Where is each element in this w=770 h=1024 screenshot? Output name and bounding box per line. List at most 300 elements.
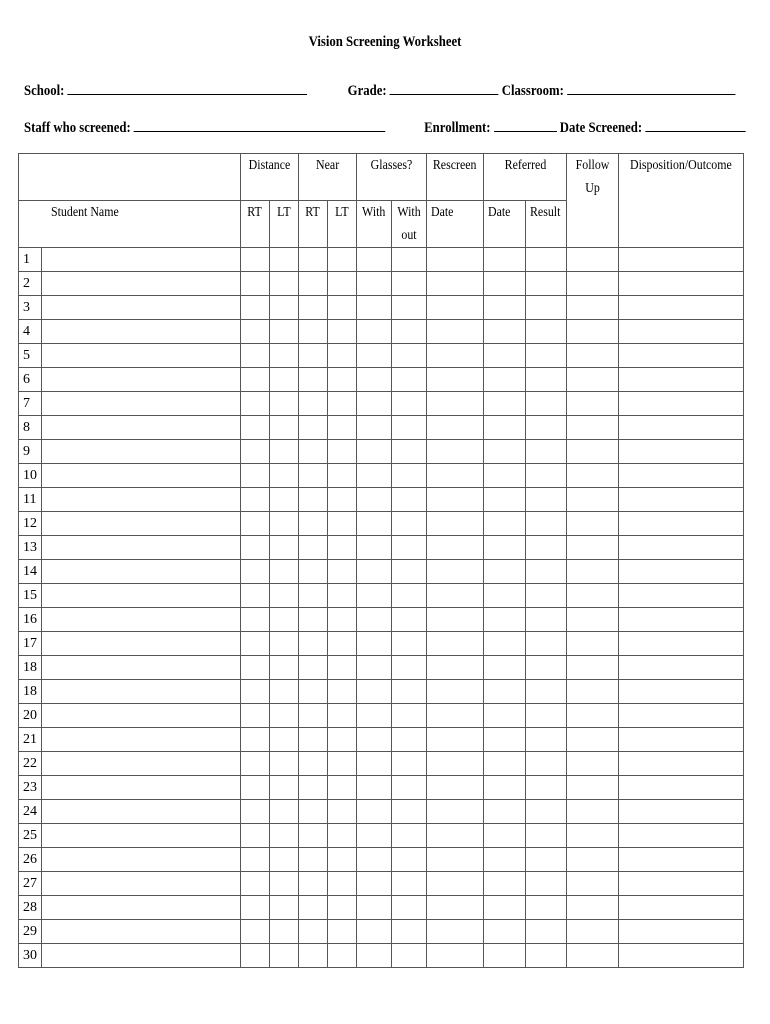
referred-result-cell[interactable]	[526, 872, 567, 896]
follow-up-cell[interactable]	[567, 416, 619, 440]
rescreen-date-cell[interactable]	[427, 440, 484, 464]
rescreen-date-cell[interactable]	[427, 392, 484, 416]
with-cell[interactable]	[357, 752, 392, 776]
referred-result-cell[interactable]	[526, 656, 567, 680]
near-rt-cell[interactable]	[299, 656, 328, 680]
follow-up-cell[interactable]	[567, 344, 619, 368]
distance-rt-cell[interactable]	[241, 464, 270, 488]
near-rt-cell[interactable]	[299, 368, 328, 392]
distance-rt-cell[interactable]	[241, 920, 270, 944]
disposition-cell[interactable]	[619, 848, 744, 872]
with-cell[interactable]	[357, 728, 392, 752]
student-name-cell[interactable]	[42, 824, 241, 848]
distance-lt-cell[interactable]	[270, 536, 299, 560]
near-rt-cell[interactable]	[299, 848, 328, 872]
referred-result-cell[interactable]	[526, 560, 567, 584]
rescreen-date-cell[interactable]	[427, 848, 484, 872]
student-name-cell[interactable]	[42, 464, 241, 488]
distance-rt-cell[interactable]	[241, 248, 270, 272]
with-cell[interactable]	[357, 440, 392, 464]
with-cell[interactable]	[357, 920, 392, 944]
referred-date-cell[interactable]	[484, 416, 526, 440]
rescreen-date-cell[interactable]	[427, 704, 484, 728]
rescreen-date-cell[interactable]	[427, 872, 484, 896]
disposition-cell[interactable]	[619, 392, 744, 416]
rescreen-date-cell[interactable]	[427, 632, 484, 656]
student-name-cell[interactable]	[42, 248, 241, 272]
distance-rt-cell[interactable]	[241, 296, 270, 320]
referred-date-cell[interactable]	[484, 560, 526, 584]
disposition-cell[interactable]	[619, 920, 744, 944]
referred-result-cell[interactable]	[526, 416, 567, 440]
distance-rt-cell[interactable]	[241, 680, 270, 704]
referred-date-cell[interactable]	[484, 632, 526, 656]
distance-rt-cell[interactable]	[241, 728, 270, 752]
distance-lt-cell[interactable]	[270, 608, 299, 632]
disposition-cell[interactable]	[619, 728, 744, 752]
without-cell[interactable]	[392, 728, 427, 752]
without-cell[interactable]	[392, 824, 427, 848]
near-rt-cell[interactable]	[299, 344, 328, 368]
near-rt-cell[interactable]	[299, 896, 328, 920]
with-cell[interactable]	[357, 320, 392, 344]
near-rt-cell[interactable]	[299, 608, 328, 632]
referred-result-cell[interactable]	[526, 848, 567, 872]
near-rt-cell[interactable]	[299, 296, 328, 320]
follow-up-cell[interactable]	[567, 728, 619, 752]
student-name-cell[interactable]	[42, 560, 241, 584]
referred-result-cell[interactable]	[526, 368, 567, 392]
student-name-cell[interactable]	[42, 944, 241, 968]
grade-field[interactable]	[390, 80, 499, 95]
with-cell[interactable]	[357, 464, 392, 488]
near-lt-cell[interactable]	[328, 704, 357, 728]
student-name-cell[interactable]	[42, 656, 241, 680]
student-name-cell[interactable]	[42, 752, 241, 776]
distance-lt-cell[interactable]	[270, 848, 299, 872]
referred-result-cell[interactable]	[526, 896, 567, 920]
near-rt-cell[interactable]	[299, 872, 328, 896]
with-cell[interactable]	[357, 248, 392, 272]
without-cell[interactable]	[392, 848, 427, 872]
with-cell[interactable]	[357, 824, 392, 848]
near-rt-cell[interactable]	[299, 800, 328, 824]
without-cell[interactable]	[392, 776, 427, 800]
follow-up-cell[interactable]	[567, 536, 619, 560]
referred-result-cell[interactable]	[526, 608, 567, 632]
without-cell[interactable]	[392, 344, 427, 368]
disposition-cell[interactable]	[619, 560, 744, 584]
referred-result-cell[interactable]	[526, 344, 567, 368]
referred-result-cell[interactable]	[526, 536, 567, 560]
student-name-cell[interactable]	[42, 344, 241, 368]
with-cell[interactable]	[357, 608, 392, 632]
distance-rt-cell[interactable]	[241, 824, 270, 848]
distance-rt-cell[interactable]	[241, 440, 270, 464]
near-lt-cell[interactable]	[328, 464, 357, 488]
follow-up-cell[interactable]	[567, 272, 619, 296]
near-rt-cell[interactable]	[299, 464, 328, 488]
distance-lt-cell[interactable]	[270, 272, 299, 296]
student-name-cell[interactable]	[42, 776, 241, 800]
follow-up-cell[interactable]	[567, 704, 619, 728]
with-cell[interactable]	[357, 344, 392, 368]
disposition-cell[interactable]	[619, 536, 744, 560]
disposition-cell[interactable]	[619, 440, 744, 464]
distance-lt-cell[interactable]	[270, 512, 299, 536]
with-cell[interactable]	[357, 704, 392, 728]
near-rt-cell[interactable]	[299, 704, 328, 728]
without-cell[interactable]	[392, 392, 427, 416]
rescreen-date-cell[interactable]	[427, 944, 484, 968]
referred-date-cell[interactable]	[484, 824, 526, 848]
student-name-cell[interactable]	[42, 320, 241, 344]
rescreen-date-cell[interactable]	[427, 920, 484, 944]
student-name-cell[interactable]	[42, 368, 241, 392]
rescreen-date-cell[interactable]	[427, 416, 484, 440]
distance-rt-cell[interactable]	[241, 368, 270, 392]
follow-up-cell[interactable]	[567, 824, 619, 848]
follow-up-cell[interactable]	[567, 560, 619, 584]
referred-date-cell[interactable]	[484, 464, 526, 488]
near-lt-cell[interactable]	[328, 488, 357, 512]
follow-up-cell[interactable]	[567, 584, 619, 608]
without-cell[interactable]	[392, 320, 427, 344]
near-rt-cell[interactable]	[299, 824, 328, 848]
without-cell[interactable]	[392, 416, 427, 440]
with-cell[interactable]	[357, 872, 392, 896]
near-rt-cell[interactable]	[299, 752, 328, 776]
without-cell[interactable]	[392, 752, 427, 776]
rescreen-date-cell[interactable]	[427, 368, 484, 392]
disposition-cell[interactable]	[619, 704, 744, 728]
referred-date-cell[interactable]	[484, 920, 526, 944]
without-cell[interactable]	[392, 656, 427, 680]
with-cell[interactable]	[357, 896, 392, 920]
follow-up-cell[interactable]	[567, 392, 619, 416]
referred-date-cell[interactable]	[484, 896, 526, 920]
distance-lt-cell[interactable]	[270, 488, 299, 512]
near-lt-cell[interactable]	[328, 248, 357, 272]
rescreen-date-cell[interactable]	[427, 728, 484, 752]
distance-lt-cell[interactable]	[270, 728, 299, 752]
distance-lt-cell[interactable]	[270, 464, 299, 488]
follow-up-cell[interactable]	[567, 464, 619, 488]
without-cell[interactable]	[392, 944, 427, 968]
near-lt-cell[interactable]	[328, 512, 357, 536]
rescreen-date-cell[interactable]	[427, 800, 484, 824]
with-cell[interactable]	[357, 272, 392, 296]
near-lt-cell[interactable]	[328, 896, 357, 920]
without-cell[interactable]	[392, 896, 427, 920]
rescreen-date-cell[interactable]	[427, 656, 484, 680]
near-rt-cell[interactable]	[299, 776, 328, 800]
disposition-cell[interactable]	[619, 872, 744, 896]
follow-up-cell[interactable]	[567, 920, 619, 944]
without-cell[interactable]	[392, 512, 427, 536]
referred-date-cell[interactable]	[484, 944, 526, 968]
disposition-cell[interactable]	[619, 680, 744, 704]
follow-up-cell[interactable]	[567, 296, 619, 320]
near-lt-cell[interactable]	[328, 872, 357, 896]
without-cell[interactable]	[392, 608, 427, 632]
without-cell[interactable]	[392, 464, 427, 488]
referred-result-cell[interactable]	[526, 584, 567, 608]
rescreen-date-cell[interactable]	[427, 512, 484, 536]
school-field[interactable]	[68, 80, 308, 95]
near-rt-cell[interactable]	[299, 416, 328, 440]
disposition-cell[interactable]	[619, 272, 744, 296]
with-cell[interactable]	[357, 488, 392, 512]
with-cell[interactable]	[357, 392, 392, 416]
without-cell[interactable]	[392, 560, 427, 584]
distance-rt-cell[interactable]	[241, 272, 270, 296]
student-name-cell[interactable]	[42, 296, 241, 320]
distance-lt-cell[interactable]	[270, 248, 299, 272]
follow-up-cell[interactable]	[567, 248, 619, 272]
near-lt-cell[interactable]	[328, 344, 357, 368]
distance-lt-cell[interactable]	[270, 440, 299, 464]
with-cell[interactable]	[357, 848, 392, 872]
distance-lt-cell[interactable]	[270, 392, 299, 416]
distance-lt-cell[interactable]	[270, 800, 299, 824]
distance-lt-cell[interactable]	[270, 704, 299, 728]
referred-date-cell[interactable]	[484, 872, 526, 896]
near-lt-cell[interactable]	[328, 656, 357, 680]
distance-lt-cell[interactable]	[270, 752, 299, 776]
distance-lt-cell[interactable]	[270, 680, 299, 704]
rescreen-date-cell[interactable]	[427, 488, 484, 512]
without-cell[interactable]	[392, 680, 427, 704]
rescreen-date-cell[interactable]	[427, 536, 484, 560]
disposition-cell[interactable]	[619, 776, 744, 800]
referred-date-cell[interactable]	[484, 752, 526, 776]
rescreen-date-cell[interactable]	[427, 752, 484, 776]
referred-date-cell[interactable]	[484, 344, 526, 368]
near-rt-cell[interactable]	[299, 560, 328, 584]
disposition-cell[interactable]	[619, 464, 744, 488]
referred-result-cell[interactable]	[526, 680, 567, 704]
rescreen-date-cell[interactable]	[427, 584, 484, 608]
student-name-cell[interactable]	[42, 536, 241, 560]
near-rt-cell[interactable]	[299, 440, 328, 464]
disposition-cell[interactable]	[619, 296, 744, 320]
referred-date-cell[interactable]	[484, 536, 526, 560]
referred-result-cell[interactable]	[526, 440, 567, 464]
with-cell[interactable]	[357, 776, 392, 800]
near-lt-cell[interactable]	[328, 776, 357, 800]
student-name-cell[interactable]	[42, 800, 241, 824]
near-lt-cell[interactable]	[328, 608, 357, 632]
distance-rt-cell[interactable]	[241, 536, 270, 560]
disposition-cell[interactable]	[619, 632, 744, 656]
distance-lt-cell[interactable]	[270, 944, 299, 968]
with-cell[interactable]	[357, 536, 392, 560]
student-name-cell[interactable]	[42, 680, 241, 704]
near-lt-cell[interactable]	[328, 752, 357, 776]
student-name-cell[interactable]	[42, 272, 241, 296]
with-cell[interactable]	[357, 632, 392, 656]
distance-lt-cell[interactable]	[270, 824, 299, 848]
near-lt-cell[interactable]	[328, 560, 357, 584]
without-cell[interactable]	[392, 368, 427, 392]
with-cell[interactable]	[357, 512, 392, 536]
near-lt-cell[interactable]	[328, 392, 357, 416]
follow-up-cell[interactable]	[567, 512, 619, 536]
near-rt-cell[interactable]	[299, 632, 328, 656]
student-name-cell[interactable]	[42, 872, 241, 896]
without-cell[interactable]	[392, 248, 427, 272]
referred-date-cell[interactable]	[484, 248, 526, 272]
follow-up-cell[interactable]	[567, 368, 619, 392]
rescreen-date-cell[interactable]	[427, 776, 484, 800]
near-lt-cell[interactable]	[328, 728, 357, 752]
near-lt-cell[interactable]	[328, 848, 357, 872]
near-rt-cell[interactable]	[299, 248, 328, 272]
near-rt-cell[interactable]	[299, 584, 328, 608]
referred-date-cell[interactable]	[484, 320, 526, 344]
referred-date-cell[interactable]	[484, 392, 526, 416]
referred-result-cell[interactable]	[526, 512, 567, 536]
follow-up-cell[interactable]	[567, 656, 619, 680]
distance-rt-cell[interactable]	[241, 344, 270, 368]
referred-result-cell[interactable]	[526, 944, 567, 968]
near-rt-cell[interactable]	[299, 488, 328, 512]
student-name-cell[interactable]	[42, 488, 241, 512]
referred-date-cell[interactable]	[484, 368, 526, 392]
with-cell[interactable]	[357, 680, 392, 704]
student-name-cell[interactable]	[42, 608, 241, 632]
referred-date-cell[interactable]	[484, 584, 526, 608]
rescreen-date-cell[interactable]	[427, 248, 484, 272]
referred-date-cell[interactable]	[484, 512, 526, 536]
without-cell[interactable]	[392, 704, 427, 728]
distance-rt-cell[interactable]	[241, 392, 270, 416]
referred-date-cell[interactable]	[484, 656, 526, 680]
referred-result-cell[interactable]	[526, 920, 567, 944]
distance-rt-cell[interactable]	[241, 488, 270, 512]
student-name-cell[interactable]	[42, 584, 241, 608]
referred-result-cell[interactable]	[526, 704, 567, 728]
near-rt-cell[interactable]	[299, 728, 328, 752]
rescreen-date-cell[interactable]	[427, 296, 484, 320]
without-cell[interactable]	[392, 488, 427, 512]
disposition-cell[interactable]	[619, 608, 744, 632]
referred-date-cell[interactable]	[484, 800, 526, 824]
student-name-cell[interactable]	[42, 896, 241, 920]
distance-rt-cell[interactable]	[241, 512, 270, 536]
distance-rt-cell[interactable]	[241, 656, 270, 680]
referred-date-cell[interactable]	[484, 440, 526, 464]
near-rt-cell[interactable]	[299, 320, 328, 344]
without-cell[interactable]	[392, 272, 427, 296]
distance-rt-cell[interactable]	[241, 416, 270, 440]
distance-lt-cell[interactable]	[270, 896, 299, 920]
disposition-cell[interactable]	[619, 368, 744, 392]
referred-result-cell[interactable]	[526, 752, 567, 776]
follow-up-cell[interactable]	[567, 608, 619, 632]
near-lt-cell[interactable]	[328, 320, 357, 344]
referred-result-cell[interactable]	[526, 464, 567, 488]
near-lt-cell[interactable]	[328, 824, 357, 848]
without-cell[interactable]	[392, 584, 427, 608]
distance-rt-cell[interactable]	[241, 848, 270, 872]
with-cell[interactable]	[357, 560, 392, 584]
follow-up-cell[interactable]	[567, 320, 619, 344]
referred-date-cell[interactable]	[484, 488, 526, 512]
distance-lt-cell[interactable]	[270, 920, 299, 944]
student-name-cell[interactable]	[42, 920, 241, 944]
distance-rt-cell[interactable]	[241, 608, 270, 632]
near-rt-cell[interactable]	[299, 392, 328, 416]
referred-result-cell[interactable]	[526, 824, 567, 848]
date-screened-field[interactable]	[645, 117, 745, 132]
without-cell[interactable]	[392, 296, 427, 320]
disposition-cell[interactable]	[619, 896, 744, 920]
near-lt-cell[interactable]	[328, 536, 357, 560]
follow-up-cell[interactable]	[567, 488, 619, 512]
disposition-cell[interactable]	[619, 416, 744, 440]
with-cell[interactable]	[357, 656, 392, 680]
near-lt-cell[interactable]	[328, 368, 357, 392]
referred-date-cell[interactable]	[484, 728, 526, 752]
rescreen-date-cell[interactable]	[427, 824, 484, 848]
disposition-cell[interactable]	[619, 248, 744, 272]
referred-result-cell[interactable]	[526, 248, 567, 272]
disposition-cell[interactable]	[619, 800, 744, 824]
distance-lt-cell[interactable]	[270, 416, 299, 440]
with-cell[interactable]	[357, 584, 392, 608]
distance-lt-cell[interactable]	[270, 368, 299, 392]
distance-rt-cell[interactable]	[241, 896, 270, 920]
student-name-cell[interactable]	[42, 512, 241, 536]
distance-lt-cell[interactable]	[270, 344, 299, 368]
near-rt-cell[interactable]	[299, 512, 328, 536]
referred-result-cell[interactable]	[526, 800, 567, 824]
distance-rt-cell[interactable]	[241, 776, 270, 800]
referred-date-cell[interactable]	[484, 272, 526, 296]
distance-rt-cell[interactable]	[241, 800, 270, 824]
referred-result-cell[interactable]	[526, 272, 567, 296]
distance-lt-cell[interactable]	[270, 776, 299, 800]
student-name-cell[interactable]	[42, 416, 241, 440]
near-lt-cell[interactable]	[328, 944, 357, 968]
distance-rt-cell[interactable]	[241, 560, 270, 584]
staff-field[interactable]	[134, 117, 386, 132]
near-rt-cell[interactable]	[299, 272, 328, 296]
disposition-cell[interactable]	[619, 752, 744, 776]
near-lt-cell[interactable]	[328, 440, 357, 464]
near-lt-cell[interactable]	[328, 920, 357, 944]
near-lt-cell[interactable]	[328, 272, 357, 296]
near-lt-cell[interactable]	[328, 680, 357, 704]
follow-up-cell[interactable]	[567, 752, 619, 776]
distance-lt-cell[interactable]	[270, 560, 299, 584]
rescreen-date-cell[interactable]	[427, 608, 484, 632]
distance-lt-cell[interactable]	[270, 632, 299, 656]
referred-date-cell[interactable]	[484, 776, 526, 800]
near-rt-cell[interactable]	[299, 680, 328, 704]
referred-result-cell[interactable]	[526, 296, 567, 320]
follow-up-cell[interactable]	[567, 440, 619, 464]
disposition-cell[interactable]	[619, 512, 744, 536]
referred-result-cell[interactable]	[526, 320, 567, 344]
distance-rt-cell[interactable]	[241, 872, 270, 896]
follow-up-cell[interactable]	[567, 848, 619, 872]
distance-rt-cell[interactable]	[241, 632, 270, 656]
distance-lt-cell[interactable]	[270, 320, 299, 344]
disposition-cell[interactable]	[619, 656, 744, 680]
